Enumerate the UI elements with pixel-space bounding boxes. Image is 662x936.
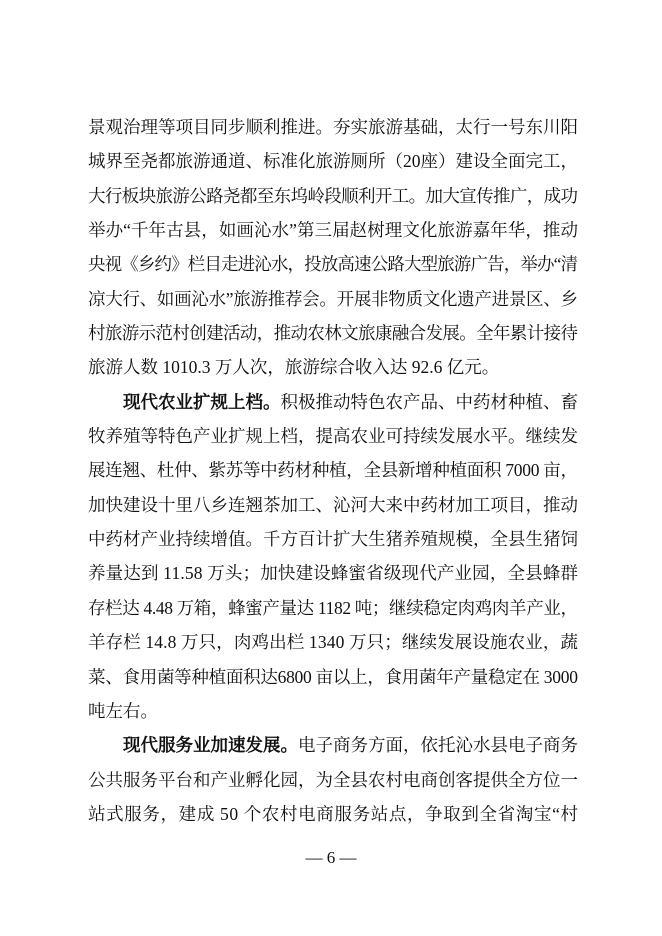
text-line <box>88 556 578 590</box>
line-text: 中药材产业持续增值。千方百计扩大生猪养殖规模，全县生猪饲 <box>88 529 578 550</box>
line-text: 央视《乡约》栏目走进沁水，投放高速公路大型旅游广告，举办“清 <box>88 254 578 275</box>
text-line <box>88 419 578 453</box>
line-text: 菜、食用菌等种植面积达6800 亩以上，食用菌年产量稳定在 3000 <box>88 666 578 687</box>
text-line <box>88 247 578 281</box>
line-text: 展连翘、杜仲、紫苏等中药材种植，全县新增种植面积 7000 亩， <box>88 460 578 481</box>
line-text: 养量达到 11.58 万头；加快建设蜂蜜省级现代产业园，全县蜂群 <box>88 563 579 584</box>
paragraph-tourism <box>88 110 578 385</box>
line-text: 公共服务平台和产业孵化园，为全县农村电商创客提供全方位一 <box>88 769 578 790</box>
line-text: 站式服务，建成 50 个农村电商服务站点，争取到全省淘宝“村 <box>88 803 579 824</box>
text-line <box>88 797 578 831</box>
text-line <box>88 591 578 625</box>
line-text: 大行板块旅游公路尧都至东坞岭段顺利开工。加大宣传推广，成功 <box>88 185 578 206</box>
text-line <box>88 625 578 659</box>
paragraph-heading: 现代服务业加速发展。 <box>123 735 298 756</box>
line-text-body: 积极推动特色农产品、中药材种植、畜 <box>280 391 578 412</box>
text-line <box>88 316 578 350</box>
line-text: 旅游人数 1010.3 万人次，旅游综合收入达 92.6 亿元。 <box>88 357 500 378</box>
line-text: 羊存栏 14.8 万只，肉鸡出栏 1340 万只；继续发展设施农业，蔬 <box>88 632 579 653</box>
text-line <box>88 110 578 144</box>
line-text-body: 电子商务方面，依托沁水县电子商务 <box>298 735 578 756</box>
text-line <box>88 385 578 419</box>
page-number: — 6 — <box>305 848 357 867</box>
paragraph-modern-services <box>88 728 578 831</box>
line-text <box>123 385 578 419</box>
line-text: 牧养殖等特色产业扩规上档，提高农业可持续发展水平。继续发 <box>88 426 578 447</box>
text-line <box>88 660 578 694</box>
text-line <box>88 522 578 556</box>
text-line <box>88 213 578 247</box>
text-line <box>88 763 578 797</box>
line-text: 村旅游示范村创建活动，推动农林文旅康融合发展。全年累计接待 <box>88 323 578 344</box>
line-text: 举办“千年古县，如画沁水”第三届赵树理文化旅游嘉年华，推动 <box>88 220 579 241</box>
line-text: 存栏达 4.48 万箱，蜂蜜产量达 1182 吨；继续稳定肉鸡肉羊产业， <box>88 597 578 618</box>
text-line <box>88 728 578 762</box>
document-body <box>88 110 578 831</box>
line-text <box>123 728 578 762</box>
text-line <box>88 488 578 522</box>
paragraph-heading: 现代农业扩规上档。 <box>123 391 281 412</box>
text-line <box>88 179 578 213</box>
paragraph-modern-agriculture <box>88 385 578 728</box>
text-line <box>88 694 578 728</box>
line-text: 景观治理等项目同步顺利推进。夯实旅游基础，太行一号东川阳 <box>88 117 578 137</box>
line-text: 凉大行、如画沁水”旅游推荐会。开展非物质文化遗产进景区、乡 <box>88 288 578 309</box>
text-line <box>88 282 578 316</box>
line-text: 吨左右。 <box>88 700 158 721</box>
text-line <box>88 350 578 384</box>
text-line <box>88 144 578 178</box>
line-text: 加快建设十里八乡连翘茶加工、沁河大来中药材加工项目，推动 <box>88 494 578 515</box>
text-line <box>88 453 578 487</box>
line-text: 城界至尧都旅游通道、标准化旅游厕所（20座）建设全面完工， <box>88 151 578 172</box>
